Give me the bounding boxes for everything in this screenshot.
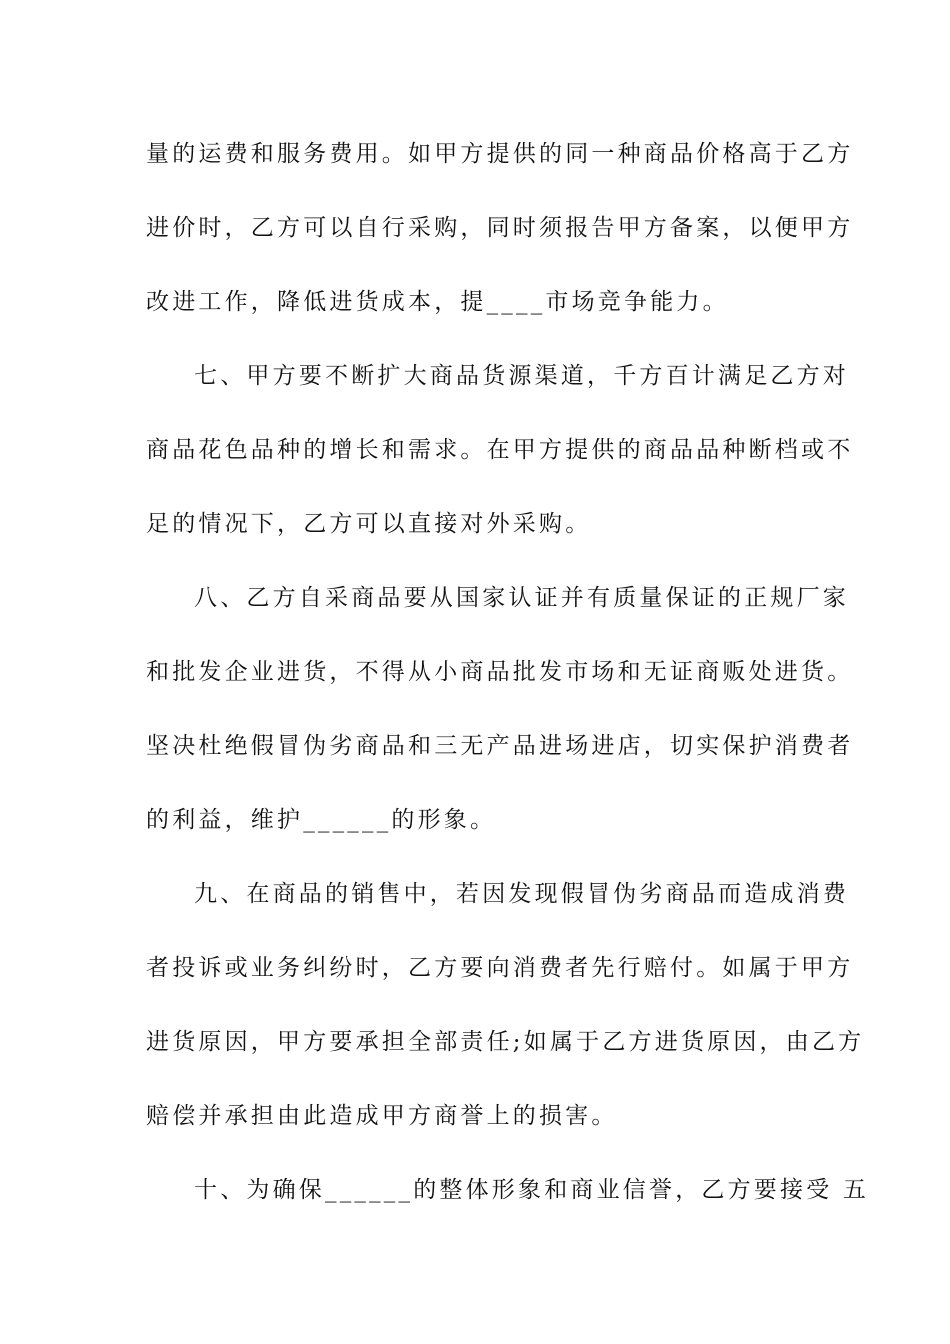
text-line-11: 九、在商品的销售中，若因发现假冒伪劣商品而造成消费 (194, 881, 849, 907)
text-line-13: 进货原因，甲方要承担全部责任;如属于乙方进货原因，由乙方 (146, 1029, 865, 1055)
text-line-4: 七、甲方要不断扩大商品货源渠道，千方百计满足乙方对 (194, 363, 849, 389)
text-line-2: 进价时，乙方可以自行采购，同时须报告甲方备案，以便甲方 (146, 215, 854, 241)
text-line-6: 足的情况下，乙方可以直接对外采购。 (146, 511, 592, 537)
text-line-15: 十、为确保______的整体形象和商业信誉，乙方要接受 五 (194, 1177, 870, 1203)
text-line-3: 改进工作，降低进货成本，提____市场竞争能力。 (146, 289, 729, 315)
text-line-5: 商品花色品种的增长和需求。在甲方提供的商品品种断档或不 (146, 437, 854, 463)
text-line-14: 赔偿并承担由此造成甲方商誉上的损害。 (146, 1103, 618, 1129)
text-line-7: 八、乙方自采商品要从国家认证并有质量保证的正规厂家 (194, 585, 849, 611)
text-line-9: 坚决杜绝假冒伪劣商品和三无产品进场进店，切实保护消费者 (146, 733, 854, 759)
text-line-1: 量的运费和服务费用。如甲方提供的同一种商品价格高于乙方 (146, 141, 854, 167)
text-line-8: 和批发企业进货，不得从小商品批发市场和无证商贩处进货。 (146, 659, 854, 685)
text-line-12: 者投诉或业务纠纷时，乙方要向消费者先行赔付。如属于甲方 (146, 955, 854, 981)
text-line-10: 的利益，维护______的形象。 (146, 807, 497, 833)
